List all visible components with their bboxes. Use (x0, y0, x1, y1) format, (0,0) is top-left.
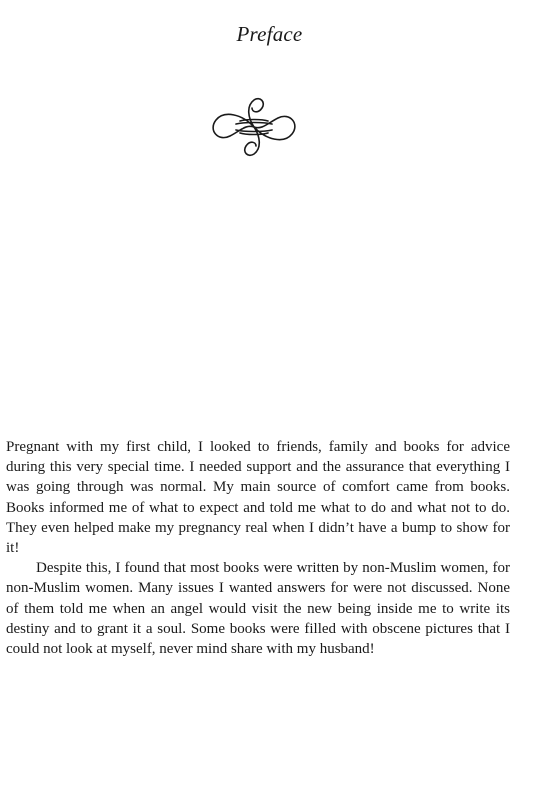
page-title: Preface (236, 22, 303, 46)
flourish-ornament-icon (202, 94, 306, 160)
paragraph-1: Pregnant with my first child, I looked to friends, family and books for advice during this very special time. I needed support and the assurance that everything I was going through was normal. My main source of comfort came from books. Books informed me of what to expect and told me what to do and what not to do. They even helped make my pregnancy real when I didn’t have a bump to show for it! (6, 439, 510, 557)
paragraph-2: Despite this, I found that most books were written by non-Muslim women, for non-Muslim women. Many issues I wanted answers for were not discussed. None of them told me when an angel would visit the new being inside me to write its destiny and to grant it a soul. Some books were filled with obscene pictures that I could not look at myself, never mind share with my husband! (6, 560, 510, 658)
body-text (6, 437, 510, 659)
